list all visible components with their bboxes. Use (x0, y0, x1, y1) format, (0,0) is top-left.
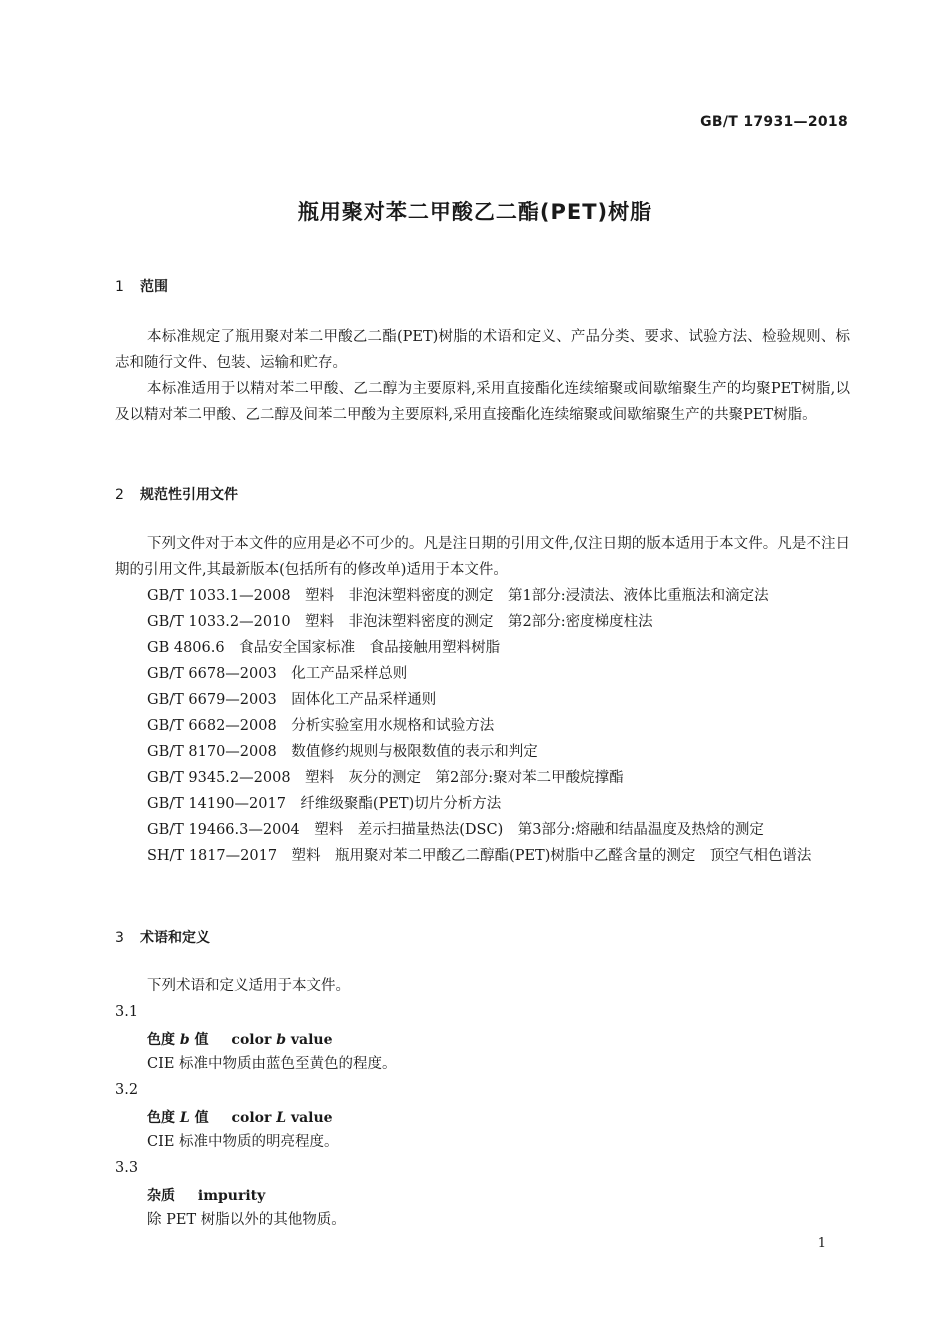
section-3-intro: 下列术语和定义适用于本文件。 (147, 978, 350, 994)
document-title: 瓶用聚对苯二甲酸乙二酯(PET)树脂 (297, 200, 653, 224)
section-3-heading (115, 927, 210, 947)
section-title: 规范性引用文件 (140, 487, 238, 503)
reference-item: GB/T 6679—2003 固体化工产品采样通则 (147, 692, 437, 708)
term-en (231, 1032, 332, 1048)
term-number: 3.2 (115, 1082, 139, 1098)
term-en-word: value (290, 1110, 333, 1126)
term-heading (147, 1185, 265, 1205)
term-definition: CIE 标准中物质的明亮程度。 (147, 1134, 339, 1150)
reference-item: GB/T 8170—2008 数值修约规则与极限数值的表示和判定 (147, 744, 538, 760)
term-zh-suffix: 值 (194, 1110, 209, 1126)
term-zh: 色度 (147, 1110, 175, 1126)
reference-item: GB/T 6682—2008 分析实验室用水规格和试验方法 (147, 718, 495, 734)
reference-item: GB/T 19466.3—2004 塑料 差示扫描量热法(DSC) 第3部分:熔融和结晶温度及热焓的测定 (147, 822, 764, 838)
section-1-heading (115, 276, 168, 296)
term-en-word: color (231, 1110, 272, 1126)
term-definition: 除 PET 树脂以外的其他物质。 (147, 1212, 346, 1228)
term-zh: 色度 (147, 1032, 175, 1048)
section-title: 术语和定义 (140, 930, 210, 946)
section-number: 1 (115, 279, 124, 295)
reference-item: GB/T 1033.2—2010 塑料 非泡沫塑料密度的测定 第2部分:密度梯度柱法 (147, 614, 653, 630)
reference-item: GB/T 1033.1—2008 塑料 非泡沫塑料密度的测定 第1部分:浸渍法、液体比重瓶法和滴定法 (147, 588, 769, 604)
paragraph: 下列文件对于本文件的应用是必不可少的。凡是注日期的引用文件,仅注日期的版本适用于本文件。凡是不注日期的引用文件,其最新版本(包括所有的修改单)适用于本文件。 (115, 536, 850, 578)
term-zh: 杂质 (147, 1188, 175, 1204)
reference-item: GB/T 14190—2017 纤维级聚酯(PET)切片分析方法 (147, 796, 502, 812)
normative-references-list (115, 583, 850, 869)
reference-item: GB/T 6678—2003 化工产品采样总则 (147, 666, 408, 682)
section-2-intro (115, 531, 850, 583)
paragraph: 本标准规定了瓶用聚对苯二甲酸乙二酯(PET)树脂的术语和定义、产品分类、要求、试验方法、检验规则、标志和随行文件、包装、运输和贮存。 (115, 329, 850, 371)
paragraph: 本标准适用于以精对苯二甲酸、乙二醇为主要原料,采用直接酯化连续缩聚或间歇缩聚生产的均聚PET树脂,以及以精对苯二甲酸、乙二醇及间苯二甲酸为主要原料,采用直接酯化连续缩聚或间歇缩聚生产的共聚PET树脂。 (115, 381, 850, 423)
term-heading (147, 1029, 333, 1049)
term-en (198, 1188, 265, 1204)
section-number: 3 (115, 930, 124, 946)
term-variable: b (179, 1032, 190, 1048)
reference-item: GB 4806.6 食品安全国家标准 食品接触用塑料树脂 (147, 640, 501, 656)
reference-item: SH/T 1817—2017 塑料 瓶用聚对苯二甲酸乙二醇酯(PET)树脂中乙醛含量的测定 顶空气相色谱法 (147, 848, 812, 864)
term-en (231, 1110, 332, 1126)
term-en-word: impurity (197, 1188, 266, 1204)
term-variable: L (179, 1110, 190, 1126)
section-title: 范围 (140, 279, 168, 295)
term-number: 3.1 (115, 1004, 139, 1020)
term-en-variable: L (276, 1110, 287, 1126)
term-en-word: value (290, 1032, 333, 1048)
term-heading (147, 1107, 333, 1127)
reference-item: GB/T 9345.2—2008 塑料 灰分的测定 第2部分:聚对苯二甲酸烷撑酯 (147, 770, 624, 786)
term-en-word: color (231, 1032, 272, 1048)
section-2-heading (115, 484, 238, 504)
page-number: 1 (817, 1236, 826, 1251)
term-number: 3.3 (115, 1160, 139, 1176)
term-definition: CIE 标准中物质由蓝色至黄色的程度。 (147, 1056, 397, 1072)
section-number: 2 (115, 487, 124, 503)
term-zh-suffix: 值 (194, 1032, 209, 1048)
term-en-variable: b (276, 1032, 286, 1048)
standard-code: GB/T 17931—2018 (700, 114, 848, 130)
section-1-body (115, 324, 850, 428)
